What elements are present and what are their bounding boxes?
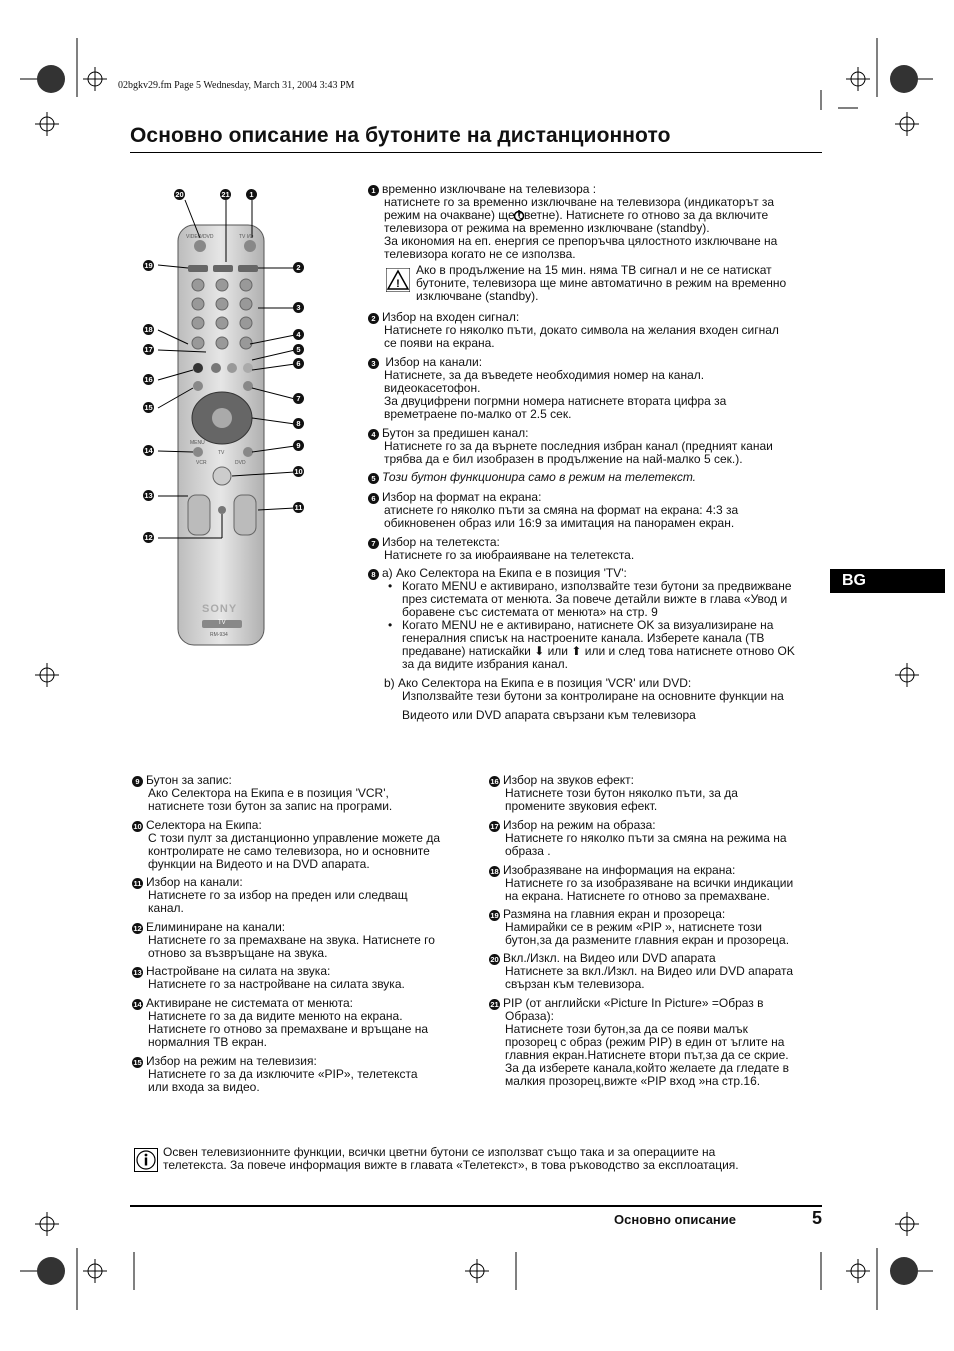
item-17: 17 Избор на режим на образа: Натиснете го няколко пъти за смяна на режима на образа . bbox=[490, 818, 787, 858]
item-13: 13 Настройване на силата на звука: Натиснете го за настройване на силата звука. bbox=[133, 964, 405, 991]
callout-7: 7 bbox=[293, 393, 304, 404]
item-9: 9 Бутон за запис: Ако Селектора на Екипа е в позиция 'VCR', натиснете този бутон за запис на програми. bbox=[132, 774, 472, 813]
num-badge: 7 bbox=[368, 538, 379, 549]
remote-label-dvd: DVD bbox=[235, 460, 246, 466]
num-badge: 12 bbox=[133, 924, 142, 933]
num-badge: 6 bbox=[368, 493, 379, 504]
num-badge: 2 bbox=[368, 313, 379, 324]
info-note: Освен телевизионните функции, всички цветни бутони се използват също така и за операциите на телетекста. За повече информация вижте в главата «Телетекст», в това ръководство за експлоатация. bbox=[163, 1145, 739, 1172]
callout-17: 17 bbox=[144, 345, 153, 354]
callout-5: 5 bbox=[293, 344, 304, 355]
item-19: 19 Размяна на главния екран и прозореца: Намирайки се в режим «PIP », натиснете този бутон,за да размените главния екран и прозореца. bbox=[490, 907, 790, 947]
svg-text:!: ! bbox=[396, 278, 400, 290]
item-15: 15 Избор на режим на телевизия: Натиснете го за да изключите «PIP», телетекста или входа за видео. bbox=[133, 1054, 418, 1094]
num-badge: 20 bbox=[490, 955, 499, 964]
callout-6: 6 bbox=[293, 358, 304, 369]
item-21: 21 PIP (от английски «Picture In Picture» =Образ в Образа): Натиснете този бутон,за да се появи малък прозорец с образ (режим PIP) в един от ъглите на главния екран.Натиснете втори път,за да се скрие. За да изберете канала,който желаете да гледате в малкия прозорец,вижте «PIP вход »на стр.16. bbox=[490, 996, 790, 1088]
num-badge: 3 bbox=[368, 358, 379, 369]
item-10: 10 Селектора на Екипа: С този пулт за дистанционно управление можете да контролирате не само телевизора, но и основните функции на Видеото и на DVD апарата. bbox=[133, 818, 440, 871]
callout-1: 1 bbox=[246, 189, 257, 200]
item-4: 4 Бутон за предишен канал: Натиснете го за да върнете последния избран канал (предният канаи трябва да е бил изобразен в продължение на най-малко 5 сек.). bbox=[368, 427, 828, 466]
num-badge: 4 bbox=[368, 429, 379, 440]
file-header: 02bgkv29.fm Page 5 Wednesday, March 31, 2004 3:43 PM bbox=[118, 80, 355, 91]
num-badge: 15 bbox=[133, 1058, 142, 1067]
num-badge: 21 bbox=[490, 1000, 499, 1009]
info-icon bbox=[134, 1148, 158, 1172]
remote-label-menu: MENU bbox=[190, 440, 205, 446]
remote-label-vcr: VCR bbox=[196, 460, 207, 466]
footer-label: Основно описание bbox=[614, 1212, 737, 1227]
page-title: Основно описание на бутоните на дистанционното bbox=[130, 124, 671, 147]
callout-15: 15 bbox=[144, 403, 153, 412]
callout-9: 9 bbox=[293, 440, 304, 451]
item-12: 12 Елиминиране на канали: Натиснете го за премахване на звука. Натиснете го отново за възвръщане на звука. bbox=[133, 920, 435, 960]
page-number: 5 bbox=[812, 1208, 823, 1228]
item-11: 11 Избор на канали: Натиснете го за избор на преден или следващ канал. bbox=[133, 875, 408, 915]
num-badge: 17 bbox=[490, 822, 499, 831]
footer-rule bbox=[130, 1205, 822, 1207]
callout-3: 3 bbox=[293, 302, 304, 313]
num-badge: 5 bbox=[368, 473, 379, 484]
num-badge: 16 bbox=[490, 777, 499, 786]
item-18: 18 Изобразяване на информация на екрана: Натиснете го за изобразяване на всички индикации на екрана. Натиснете го отново за премахване. bbox=[490, 863, 794, 903]
callout-12: 12 bbox=[144, 533, 153, 542]
item-16: 16 Избор на звуков ефект: Натиснете този бутон няколко пъти, за да промените звуковия ефект. bbox=[490, 773, 738, 813]
callout-20: 20 bbox=[175, 190, 184, 199]
num-badge: 13 bbox=[133, 968, 142, 977]
item-20: 20 Вкл./Изкл. на Видео или DVD апарата Натиснете за вкл./Изкл. на Видео или DVD апарата свързан към телевизора. bbox=[490, 951, 794, 991]
num-badge: 14 bbox=[133, 1000, 142, 1009]
num-badge: 1 bbox=[368, 185, 379, 196]
remote-label-tv-io: TV I/O bbox=[239, 234, 254, 240]
item-5: 5 Този бутон функционира само в режим на телетекст. bbox=[368, 471, 828, 484]
remote-model: RM-934 bbox=[210, 632, 228, 638]
callout-18: 18 bbox=[144, 325, 153, 334]
warning-icon bbox=[386, 268, 410, 292]
callout-16: 16 bbox=[144, 375, 153, 384]
num-badge: 10 bbox=[133, 822, 142, 831]
bullet-menu-active: • Когато MENU е активирано, използвайте тези бутони за предвижване през системата от менюта. За повече детайли вижте в глава «Увод и боравене със системата от менюта» на стр. 9 bbox=[368, 580, 828, 619]
remote-illustration bbox=[140, 180, 320, 663]
callout-8: 8 bbox=[293, 418, 304, 429]
remote-tv-label: TV bbox=[218, 620, 226, 626]
item-14: 14 Активиране не системата от менюта: Натиснете го за да видите менюто на екрана. Натиснете го отново за премахване и връщане на нормалния ТВ екран. bbox=[133, 996, 429, 1049]
callout-21: 21 bbox=[221, 190, 230, 199]
item-6: 6 Избор на формат на екрана: атиснете го няколко пъти за смяна на формат на екрана: 4:3 за обикновенен образ или 16:9 за имитация на панорамен екран. bbox=[368, 491, 828, 530]
item-8: 8 a) Ако Селектора на Екипа е в позиция 'TV': • Когато MENU е активирано, използвайте тези бутони за предвижване през системата от менюта. За повече детайли вижте в глава «Увод и боравене със системата от менюта» на стр. 9 • Когато MENU не е активирано, натиснете OK за визуализиране на генералния списък на настроените канала. Изберете канала (ТВ предаване) натискайки ⬇ или ⬆ или и след това натиснете отново OK за да видите избрания канал. b) Ако Селектора на Екипа е в позиция 'VCR' или DVD: Използвайте тези бутони за контролиране на основните функции на Видеото или DVD апарата свързани към телевизора bbox=[368, 567, 828, 722]
item-3: 3 Избор на канали: Натиснете, за да въведете необходимия номер на канал. видеокасетофон. За двуцифрени погрмни номера натиснете втората цифра за времетраене по-малко от 2.5 сек. bbox=[368, 356, 828, 421]
callout-19: 19 bbox=[144, 261, 153, 270]
num-badge: 8 bbox=[368, 569, 379, 580]
language-tab: BG bbox=[830, 569, 945, 593]
num-badge: 9 bbox=[132, 776, 143, 787]
num-badge: 11 bbox=[133, 879, 142, 888]
callout-13: 13 bbox=[144, 491, 153, 500]
item-7: 7 Избор на телетекста: Натиснете го за июбраияване на телетекста. bbox=[368, 536, 828, 562]
power-icon bbox=[513, 209, 525, 222]
remote-label-tv: TV bbox=[218, 450, 225, 456]
item-1: 1 временно изключване на телевизора : натиснете го за временно изключване на телевизора (индикаторът за режим на очакване) ще светне). Натиснете го отново за да включите телевизора от режима на временно изключване (standby). За икономия на еп. енергия се препоръчва цялостното изключване на телевизора когато не се използва. bbox=[368, 183, 828, 261]
callout-11: 11 bbox=[294, 503, 303, 512]
callout-4: 4 bbox=[293, 329, 304, 340]
title-rule bbox=[130, 152, 822, 153]
remote-brand: SONY bbox=[202, 603, 238, 615]
callout-2: 2 bbox=[293, 262, 304, 273]
bullet-menu-inactive: • Когато MENU не е активирано, натиснете OK за визуализиране на генералния списък на настроените канала. Изберете канала (ТВ предаване) натискайки ⬇ или ⬆ или и след това натиснете отново OK за да видите избрания канал. bbox=[368, 619, 828, 671]
num-badge: 19 bbox=[490, 911, 499, 920]
num-badge: 18 bbox=[490, 867, 499, 876]
item-2: 2 Избор на входен сигнал: Натиснете го няколко пъти, докато символа на желания входен сигнал се появи на екрана. bbox=[368, 311, 828, 350]
remote-label-video-dvd: VIDEO/DVD bbox=[186, 234, 214, 240]
callout-10: 10 bbox=[294, 467, 303, 476]
callout-14: 14 bbox=[144, 446, 153, 455]
